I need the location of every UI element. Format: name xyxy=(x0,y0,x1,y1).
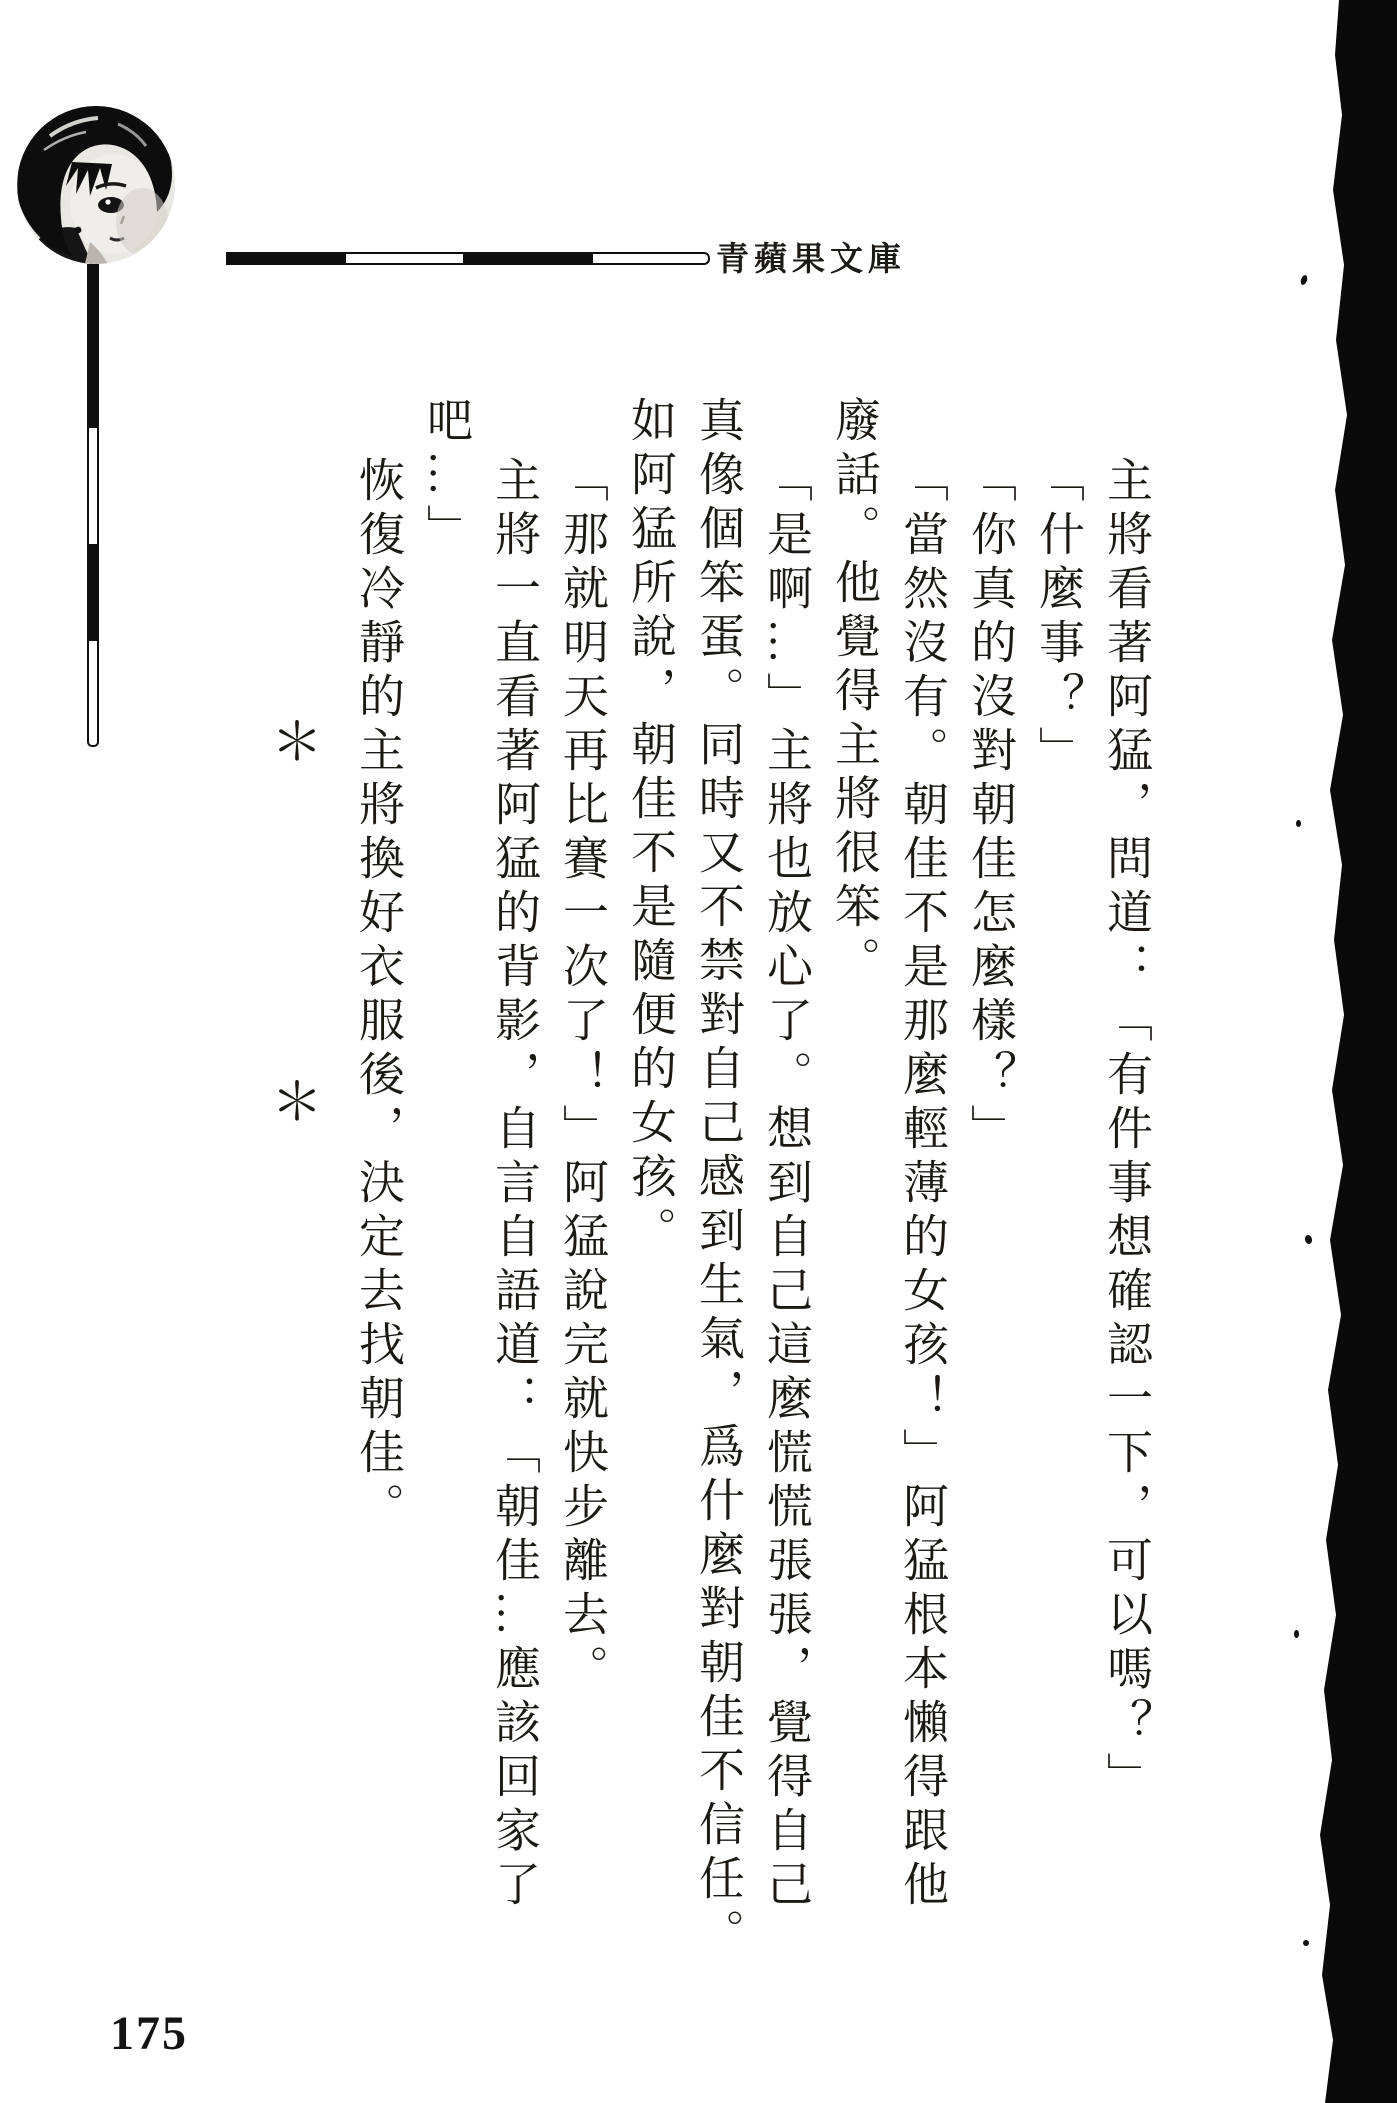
scan-speck xyxy=(1304,1234,1313,1245)
vertical-rule-segment xyxy=(87,546,99,639)
story-paragraph: 恢復冷靜的主將換好衣服後，決定去找朝佳。 xyxy=(353,456,404,1536)
story-text-block xyxy=(344,396,1160,1966)
scene-separator-asterisk: ＊ xyxy=(271,715,324,772)
scan-speck xyxy=(1303,1940,1309,1946)
portrait-medallion-image xyxy=(14,102,178,268)
scan-speck xyxy=(1296,820,1301,827)
series-imprint-label: 青蘋果文庫 xyxy=(716,242,906,278)
vertical-rule-segment xyxy=(87,639,99,747)
story-paragraph: 「當然沒有。朝佳不是那麼輕薄的女孩！」阿猛根本懶得跟他廢話。他覺得主將很笨。 xyxy=(829,396,948,1914)
page-number: 175 xyxy=(110,2007,188,2060)
header-rule-segment xyxy=(344,252,465,265)
story-paragraph: 「那就明天再比賽一次了！」阿猛說完就快步離去。 xyxy=(557,456,608,1698)
vertical-rule-segment xyxy=(87,426,99,546)
story-paragraph: 「是啊…」主將也放心了。想到自己這麼慌慌張張，覺得自己真像個笨蛋。同時又不禁對自己感到生氣，爲什麼對朝佳不信任。如阿猛所說，朝佳不是隨便的女孩。 xyxy=(625,396,812,1962)
story-paragraph: 主將一直看著阿猛的背影，自言自語道：「朝佳…應該回家了吧…」 xyxy=(421,396,540,1914)
header-rule-segment xyxy=(591,252,710,265)
story-paragraph: 主將看著阿猛，問道：「有件事想確認一下，可以嗎？」 xyxy=(1101,456,1152,1806)
scan-speck xyxy=(1294,1630,1299,1638)
vertical-rule-segment xyxy=(87,264,99,426)
scan-edge-artifact xyxy=(1317,0,1397,2103)
header-rule-segment xyxy=(465,252,591,265)
scan-speck xyxy=(1299,274,1308,285)
story-paragraph: 「你真的沒對朝佳怎麼樣？」 xyxy=(965,456,1016,1158)
header-rule-segment xyxy=(226,252,344,265)
story-paragraph: 「什麼事？」 xyxy=(1033,456,1084,780)
scene-separator-asterisk: ＊ xyxy=(271,1075,324,1132)
